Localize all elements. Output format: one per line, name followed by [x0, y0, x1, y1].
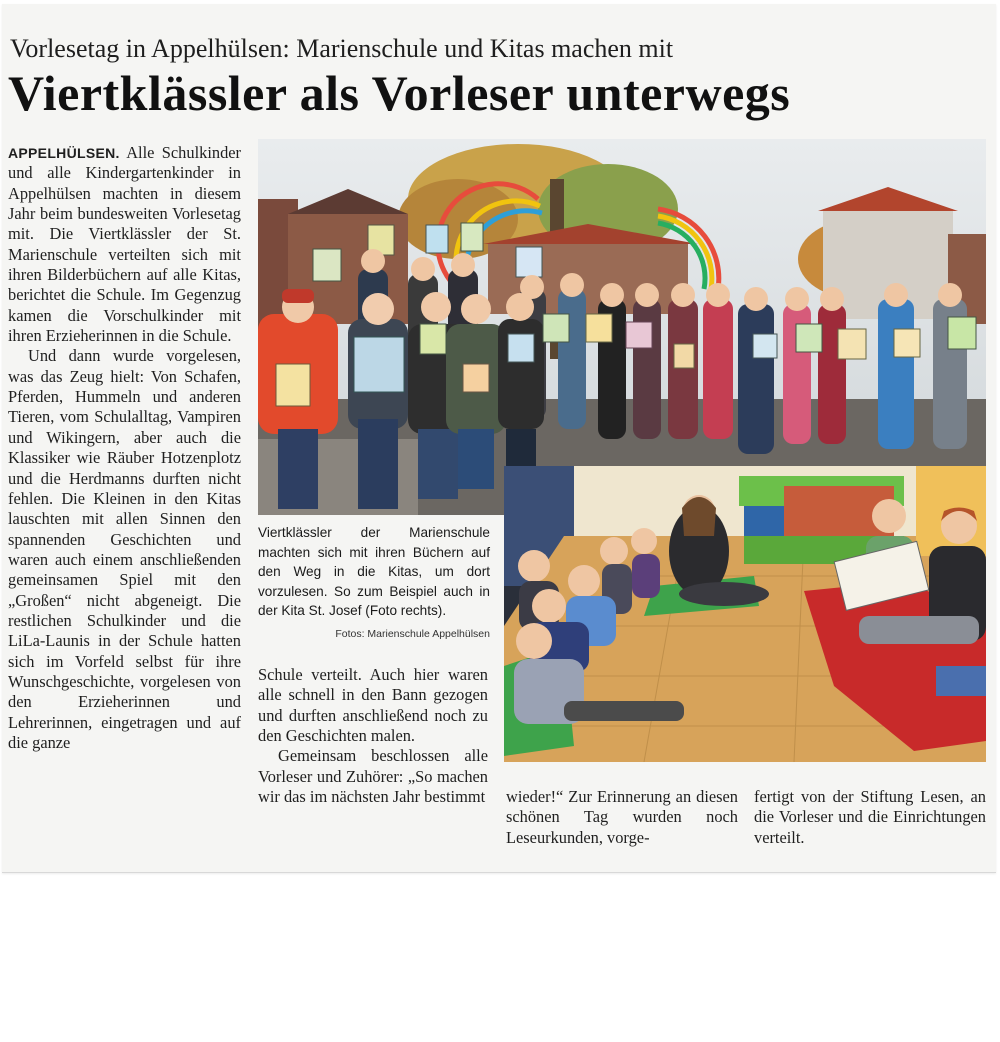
article-kicker: Vorlesetag in Appelhülsen: Marienschule und Kitas machen mit: [10, 34, 674, 63]
article-column-1: [8, 143, 241, 753]
article-paragraph-6: fertigt von der Stiftung Lesen, an die Vorleser und die Einrichtungen verteilt.: [754, 787, 986, 847]
article-paragraph-5: wieder!“ Zur Erinnerung an diesen schönen Tag wurden noch Leseurkunden, vorge-: [506, 787, 738, 847]
article-paragraph-2: Und dann wurde vorgelesen, was das Zeug hielt: Von Schafen, Pferden, Hummeln und anderen Tieren, vom Schulalltag, Vampiren und Wikingern, aber auch die Klassiker wie Räuber Hotzenplotz und die Herdmanns durften nicht fehlen. Die Kleinen in den Kitas lauschten mit allen Sinnen den spannenden Geschichten und waren auch einem anschließenden gemeinsamen Spiel mit den „Großen“ nicht abgeneigt. Die restlichen Schulkinder und die LiLa-Launis in der Schule hatten sich im Vorfeld selbst für ihre Wunschgeschichte, vorgelesen von den Erzieherinnen und Lehrerinnen, eingetragen und auf die ganze: [8, 346, 241, 752]
article-paragraph-4: Gemeinsam beschlossen alle Vorleser und Zuhörer: „So machen wir das im nächsten Jahr bestimmt: [258, 746, 488, 807]
dateline: APPELHÜLSEN.: [8, 145, 120, 161]
article-column-4: [754, 787, 986, 848]
photo-group-outdoors: [258, 139, 986, 515]
photo-credit: Fotos: Marienschule Appelhülsen: [335, 628, 490, 640]
article-column-3: [506, 787, 738, 848]
article-paragraph-3: Schule verteilt. Auch hier waren alle schnell in den Bann gezogen und durften anschließend noch zu den Geschichten malen.: [258, 665, 488, 746]
paragraph-1-text: Alle Schulkinder und alle Kindergartenkinder in Appelhülsen machten in diesem Jahr beim bundesweiten Vorlesetag mit. Die Viertklässler der St. Marienschule verteilten sich mit ihren Bilderbüchern auf alle Kitas, berichtet die Schule. Im Gegenzug kamen die Vorschulkinder mit ihren Erzieherinnen in die Schule.: [8, 143, 241, 346]
article-column-2: [258, 665, 488, 807]
photo-kita-reading: [504, 466, 986, 762]
article-headline: Viertklässler als Vorleser unterwegs: [8, 65, 791, 121]
photo-caption: Viertklässler der Marienschule machten sich mit ihren Büchern auf den Weg in die Kitas, um dort vorzulesen. So zum Beispiel auch in der Kita St. Josef (Foto rechts).: [258, 525, 490, 618]
article-paragraph-1: [8, 143, 241, 346]
